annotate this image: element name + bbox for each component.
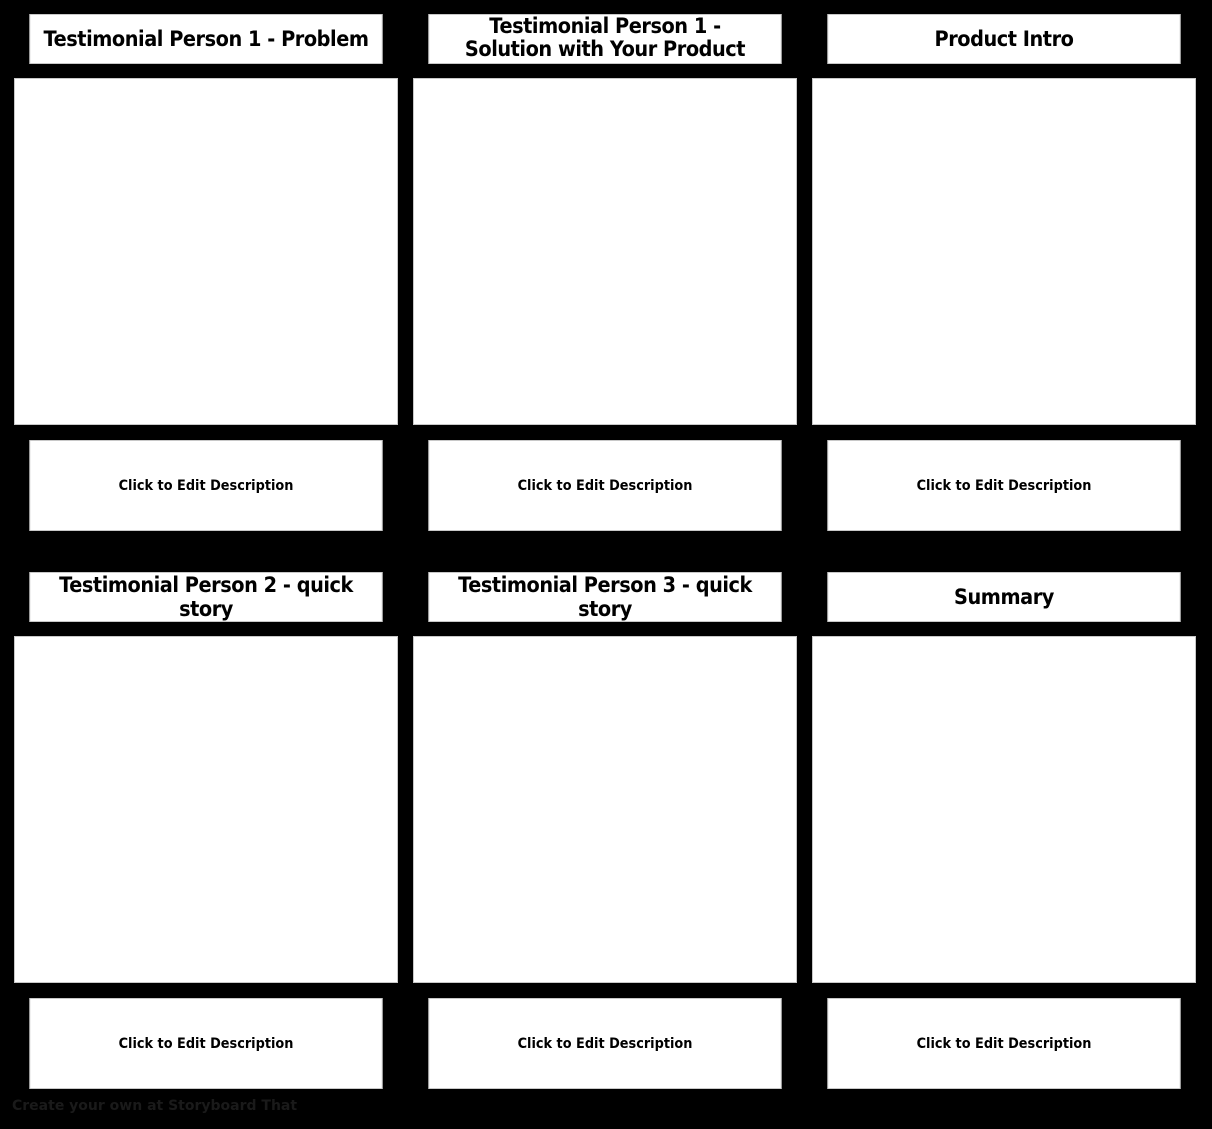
panel-description-2[interactable] [428,440,781,531]
panel-description-5[interactable] [428,998,781,1089]
panel-description-3-text: Click to Edit Description [916,477,1092,494]
panel-description-2-text: Click to Edit Description [517,477,693,494]
panel-description-4-text: Click to Edit Description [118,1035,294,1052]
panel-description-3[interactable] [827,440,1180,531]
panel-frame-6[interactable] [812,636,1196,983]
panel-title-3[interactable] [827,14,1180,64]
panel-description-5-text: Click to Edit Description [517,1035,693,1052]
panel-title-6-text: Summary [954,585,1054,609]
panel-frame-2[interactable] [413,78,797,425]
panel-frame-1[interactable] [14,78,398,425]
panel-title-4[interactable] [29,572,382,622]
panel-description-1[interactable] [29,440,382,531]
panel-title-2-text: Testimonial Person 1 - Solution with Your Product [464,14,746,61]
panel-frame-3[interactable] [812,78,1196,425]
panel-title-1[interactable] [29,14,382,64]
panel-title-1-text: Testimonial Person 1 - Problem [43,27,369,51]
panel-title-4-text: Testimonial Person 2 - quick story [59,573,353,621]
panel-title-6[interactable] [827,572,1180,622]
panel-title-5-text: Testimonial Person 3 - quick story [458,573,752,621]
panel-description-4[interactable] [29,998,382,1089]
panel-title-3-text: Product Intro [934,27,1074,51]
panel-frame-5[interactable] [413,636,797,983]
panel-frame-4[interactable] [14,636,398,983]
panel-title-2[interactable] [428,14,781,64]
panel-description-6-text: Click to Edit Description [916,1035,1092,1052]
storyboard-credit[interactable]: Create your own at Storyboard That [12,1098,298,1114]
panel-description-1-text: Click to Edit Description [118,477,294,494]
panel-description-6[interactable] [827,998,1180,1089]
panel-title-5[interactable] [428,572,781,622]
